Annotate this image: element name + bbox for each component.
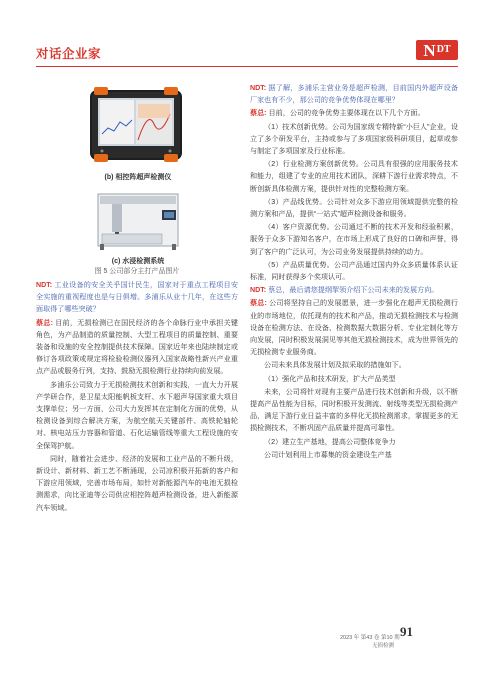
paragraph-text: 公司计划利用上市募集的资金建设生产基	[264, 450, 392, 459]
logo-main: N	[423, 40, 436, 60]
speaker-label: NDT:	[250, 286, 267, 295]
paragraph-text: （1）技术创新优势。公司为国家级专精特新“小巨人”企业，设立了多个研发平台，主持或参与了多项国家级科研项目，起草或参与制定了多项国家及行业标准。	[250, 122, 458, 156]
speaker-label: NDT:	[36, 281, 53, 289]
question-paragraph	[36, 279, 238, 316]
question-paragraph	[250, 82, 458, 106]
body-paragraph	[250, 373, 458, 385]
paragraph-text: （4）客户资源优势。公司通过不断的技术开发和经验积累，服务于众多下游知名客户，在市场上形成了良好的口碑和声誉，得到了客户的广泛认可，为公司业务发展提供持续的动力。	[250, 223, 458, 256]
answer-paragraph	[36, 317, 238, 378]
paragraph-text: （1）强化产品和技术研发，扩大产品类型	[264, 374, 396, 383]
paragraph-text: 同时，随着社会进步、经济的发展和工业产品的不断升级，新设计、新材料、新工艺不断涌现，公司凉积极开拓新的客户和下游应用领域，完善市场布局，如针对新能源汽车的电池无损检测需求，向比亚迪等公司供应相控阵超声检测设备，进入新能源汽车领域。	[36, 454, 238, 512]
paragraph-text: （5）产品质量优势。公司产品通过国内外众多质量体系认证标准，同时获得多个奖项认可。	[250, 260, 458, 282]
publication-name: 无损检测	[372, 643, 395, 649]
water-immersion-system-image	[92, 188, 188, 252]
question-paragraph	[250, 284, 458, 296]
speaker-label: NDT:	[250, 84, 267, 92]
body-paragraph	[250, 196, 458, 220]
paragraph-text: （2）建立生产基地，提高公司整体竞争力	[264, 437, 396, 446]
phased-array-device-image	[88, 84, 184, 166]
header-divider	[36, 66, 458, 67]
body-paragraph	[250, 436, 458, 448]
answer-paragraph	[250, 297, 458, 358]
figure-c-caption: (c) 水浸检测系统	[111, 258, 165, 265]
paragraph-text: （2）行业检测方案创新优势。公司具有很强的应用服务技术和能力，组建了专业的应用技术团队，深耕下游行业需求特点，不断创新具体检测方案，提供针对性的完整检测方案。	[250, 160, 458, 193]
paragraph-text: （3）产品线优势。公司针对众多下游应用领域提供完整的检测方案和产品，提供“一站式”超声检测设备和服务。	[250, 197, 458, 219]
body-paragraph	[250, 259, 458, 283]
speaker-label: 蔡总:	[250, 299, 267, 308]
body-paragraph	[250, 449, 458, 461]
ndt-logo	[416, 40, 458, 60]
right-column	[250, 82, 458, 462]
page-number: 91	[400, 624, 413, 639]
logo-sub: DT	[436, 44, 451, 55]
body-paragraph	[36, 453, 238, 514]
body-paragraph	[250, 158, 458, 195]
paragraph-text: 据了解，多浦乐主营业务是超声检测，目前国内外超声设备厂家也有不少，那公司的竞争优势体现在哪里？	[250, 84, 458, 105]
speaker-label: 蔡总:	[36, 318, 54, 327]
paragraph-text: 目前，无损检测已在国民经济的各个命脉行业中承担关键角色，为产品制造的质量控制、大型工程项目的质量控制、重要装备和设施的安全控制提供技术保障。国家近年来也陆续制定或修订各项政策或规定将检验检测仪器列入国家战略性新兴产业重点产品或服务行列，支持、鼓励无损检测行业持续向前发展。	[36, 318, 238, 376]
body-paragraph	[250, 121, 458, 158]
speaker-label: 蔡总:	[250, 109, 267, 118]
issue-info: 2023 年 第43 卷 第10 期	[340, 635, 400, 641]
left-column	[36, 279, 238, 515]
figure-5-caption: 图 5 公司部分主打产品图片	[94, 268, 180, 275]
body-paragraph	[36, 379, 238, 452]
paragraph-text: 工业设备的安全关乎国计民生，国家对于重点工程项目安全实施的重视程度也是与日俱增。多浦乐从业十几年，在这些方面取得了哪些突破？	[36, 281, 238, 314]
paragraph-text: 公司未来具体发展计划及拟采取的措施如下。	[264, 361, 406, 370]
paragraph-text: 蔡总，最后请您提纲挈领介绍下公司未来的发展方向。	[266, 286, 439, 295]
paragraph-text: 未来，公司将针对现有主要产品进行技术创新和升级，以不断提高产品性能为目标，同时积极开发测流、射线等类型无损检测产品，满足下游行业日益丰富的多样化无损检测需求，掌握更多的无损检测技术，不断巩固产品质量并提高可靠性。	[250, 387, 458, 433]
section-title: 对话企业家	[36, 47, 102, 61]
body-paragraph	[250, 221, 458, 258]
paragraph-text: 公司将坚持自己的发展愿景，进一步强化在超声无损检测行业的市场地位，依托现有的技术和产品，推动无损检测技术与检测设备在检测方法、在设备、检测数据大数据分析、专业定制化等方向发展，同时积极发展洞见等其他无损检测技术，成为世界领先的无损检测专业服务商。	[250, 299, 458, 357]
body-paragraph	[250, 359, 458, 371]
body-paragraph	[250, 386, 458, 435]
paragraph-text: 多浦乐公司致力于无损检测技术创新和实践，一直大力开展产学研合作，是卫星太阳能帆板支杆、水下超声导国家重大项目支撑单位；另一方面，公司大力发挥其在定制化方面的优势，从检测设备到综合解决方案，为航空航天关键部件、高铁轮轴轮对、核电站压力容器和管道、石化运输管线等重大工程设施的安全保驾护航。	[36, 380, 238, 450]
paragraph-text: 目前，公司的竞争优势主要体现在以下几个方面。	[266, 109, 425, 118]
answer-paragraph	[250, 107, 458, 119]
figure-b-caption: (b) 相控阵超声检测仪	[104, 174, 172, 181]
